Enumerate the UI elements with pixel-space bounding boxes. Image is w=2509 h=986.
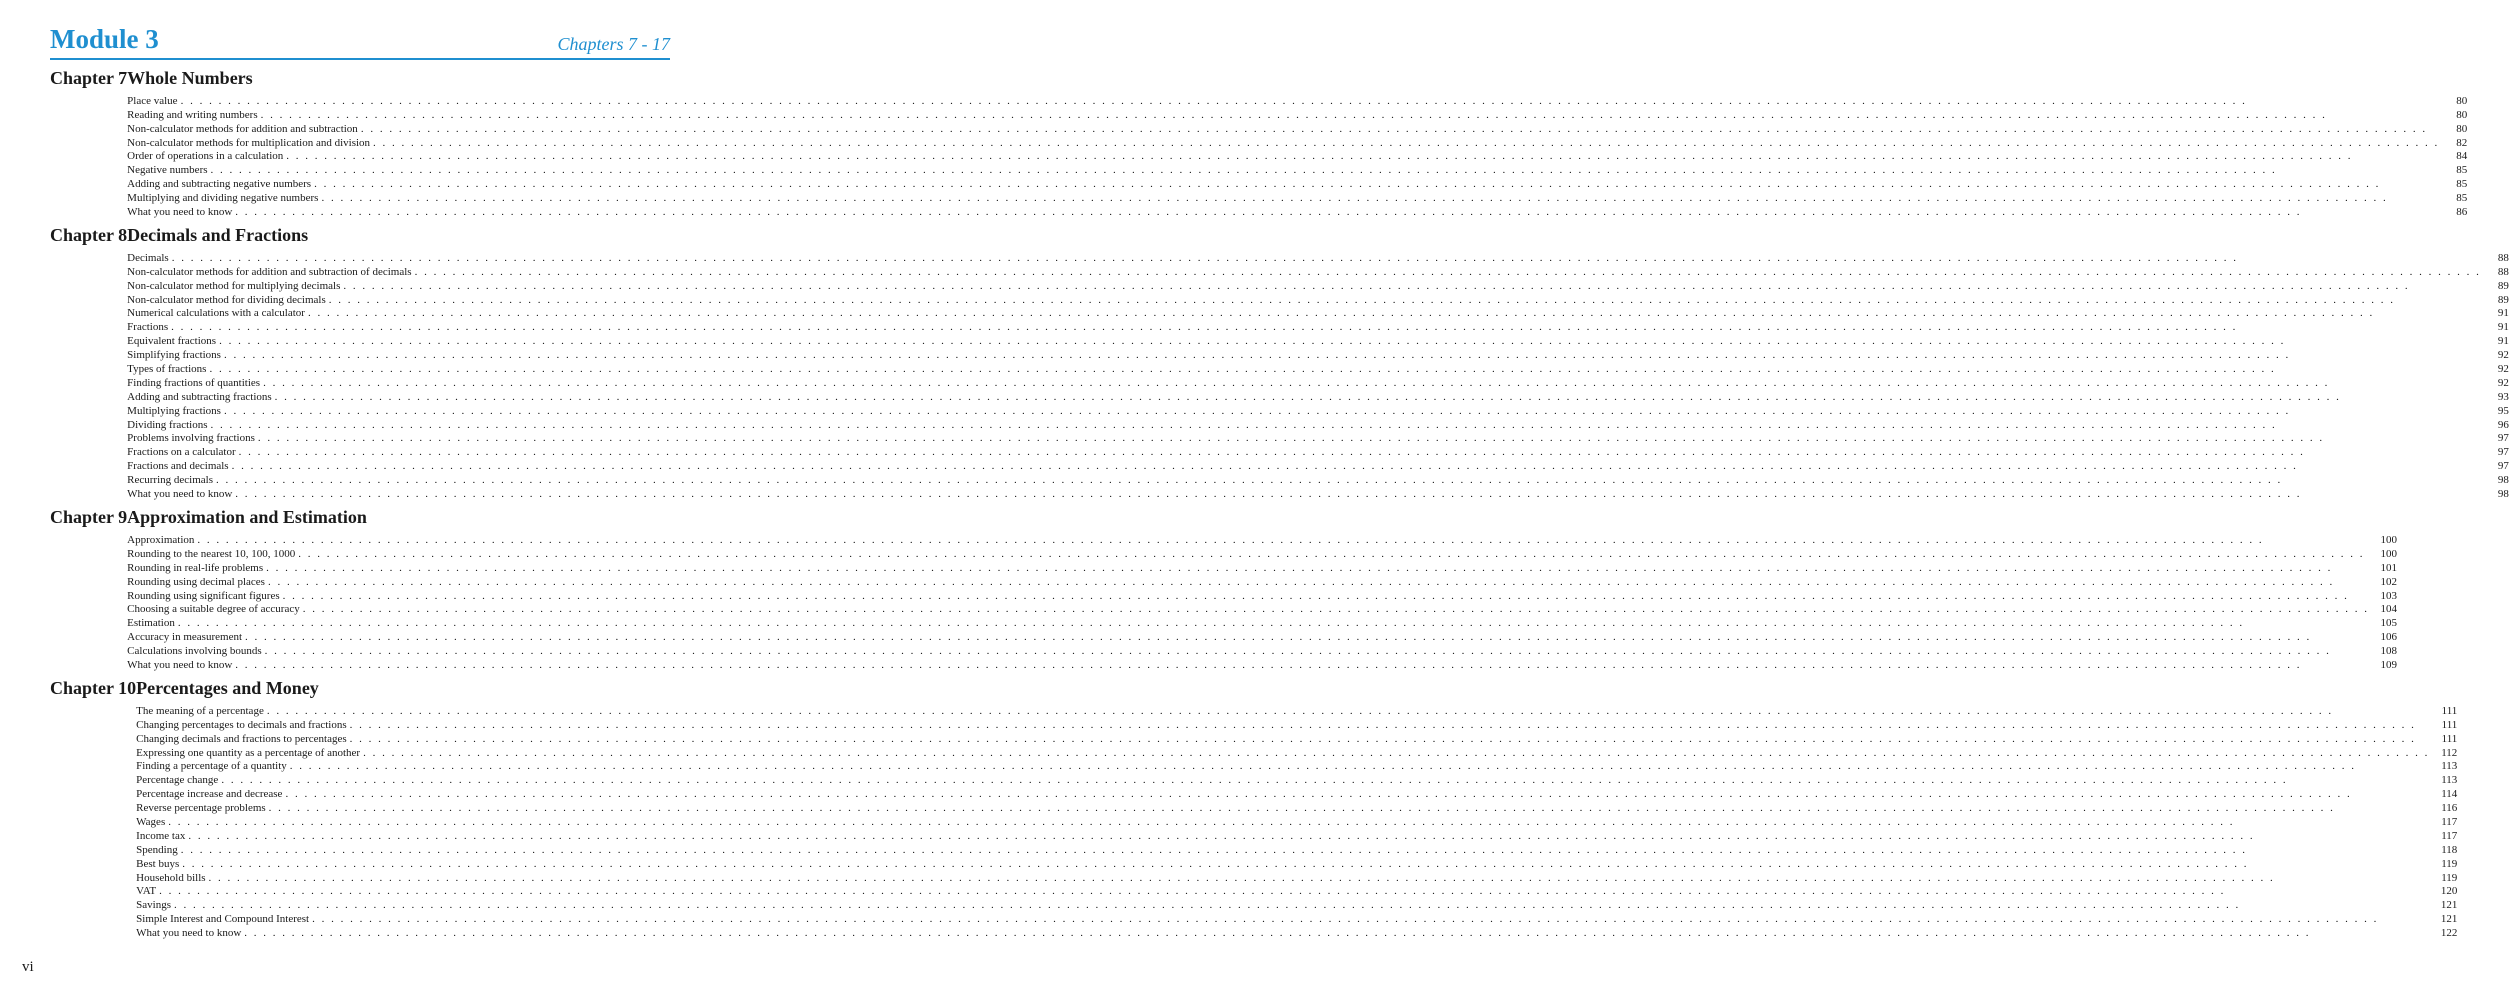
toc-entry-title: Fractions and decimals xyxy=(127,460,229,473)
toc-entry-title: Choosing a suitable degree of accuracy xyxy=(127,603,300,616)
dot-leader xyxy=(265,645,2369,657)
toc-entry xyxy=(127,347,2509,361)
toc-entry-title: Negative numbers xyxy=(127,164,208,177)
toc-entry-page: 89 xyxy=(2497,279,2509,292)
toc-entry-title: Numerical calculations with a calculator xyxy=(127,307,305,320)
dot-leader xyxy=(159,885,2429,897)
toc-entry xyxy=(136,870,2457,884)
toc-entry-title: Simple Interest and Compound Interest xyxy=(136,913,310,926)
toc-entry-page: 97 xyxy=(2497,446,2509,459)
toc-entry xyxy=(127,264,2509,278)
toc-entry-title: Dividing fractions xyxy=(127,418,208,431)
toc-entry-title: Problems involving fractions xyxy=(127,432,255,445)
dot-leader xyxy=(350,733,2430,745)
dot-leader xyxy=(245,631,2369,643)
toc-entry-page: 119 xyxy=(2441,871,2458,884)
toc-entry-title: Finding a percentage of a quantity xyxy=(136,760,287,773)
toc-entry-page: 106 xyxy=(2380,631,2397,644)
dot-leader xyxy=(232,460,2481,472)
toc-entry-page: 97 xyxy=(2497,460,2509,473)
toc-entry-title: What you need to know xyxy=(136,927,242,940)
toc-entry xyxy=(127,629,2397,643)
toc-entry xyxy=(127,643,2397,657)
dot-leader xyxy=(321,192,2439,204)
toc-entry-page: 80 xyxy=(2456,94,2468,107)
toc-entry-page: 96 xyxy=(2497,418,2509,431)
toc-entry-page: 92 xyxy=(2497,376,2509,389)
toc-entry xyxy=(127,333,2509,347)
toc-entry-page: 92 xyxy=(2497,363,2509,376)
toc-entry xyxy=(127,574,2397,588)
chapter-section xyxy=(50,221,2509,501)
toc-entry xyxy=(127,306,2509,320)
toc-entry xyxy=(136,731,2457,745)
toc-entry-page: 114 xyxy=(2441,788,2458,801)
chapter-section xyxy=(50,64,2468,219)
toc-entry-title: Spending xyxy=(136,843,178,856)
toc-entry-title: Savings xyxy=(136,899,172,912)
toc-entry-title: Non-calculator methods for addition and subtraction xyxy=(127,122,358,135)
chapter-body xyxy=(127,64,2467,218)
toc-entry xyxy=(127,121,2467,135)
toc-entry-page: 97 xyxy=(2497,432,2509,445)
dot-leader xyxy=(283,590,2369,602)
toc-entry-page: 108 xyxy=(2380,645,2397,658)
toc-entry-title: Household bills xyxy=(136,871,206,884)
footer-page-number: vi xyxy=(22,959,34,975)
toc-entry xyxy=(136,814,2457,828)
toc-entry-title: Rounding using significant figures xyxy=(127,589,280,602)
toc-entry-title: Fractions on a calculator xyxy=(127,446,236,459)
toc-entry-title: Finding fractions of quantities xyxy=(127,376,261,389)
toc-entry-page: 91 xyxy=(2497,321,2509,334)
dot-leader xyxy=(268,576,2369,588)
chapter-title: Whole Numbers xyxy=(127,68,253,88)
dot-leader xyxy=(314,178,2439,190)
toc-entry xyxy=(136,925,2457,939)
toc-entry xyxy=(136,745,2457,759)
toc-entry-title: Rounding using decimal places xyxy=(127,575,265,588)
toc-entry xyxy=(127,588,2397,602)
toc-entry-title: Equivalent fractions xyxy=(127,335,217,348)
toc-entry xyxy=(136,703,2457,717)
toc-entry-page: 84 xyxy=(2456,150,2468,163)
toc-entry-page: 105 xyxy=(2380,617,2397,630)
toc-entry-title: Estimation xyxy=(127,617,175,630)
toc-entry-title: Multiplying and dividing negative numbers xyxy=(127,192,319,205)
toc-entry-page: 113 xyxy=(2441,774,2458,787)
dot-leader xyxy=(415,266,2481,278)
toc-entry xyxy=(127,444,2509,458)
toc-entry-title: Reading and writing numbers xyxy=(127,108,258,121)
dot-leader xyxy=(219,335,2481,347)
toc-entry-title: Accuracy in measurement xyxy=(127,631,243,644)
toc-entry xyxy=(136,856,2457,870)
chapter-label: Chapter 9 xyxy=(50,507,128,528)
chapter-title: Approximation and Estimation xyxy=(127,507,367,528)
toc-entry xyxy=(136,828,2457,842)
chapter-section xyxy=(50,674,2458,940)
toc-entry-page: 85 xyxy=(2456,192,2468,205)
dot-leader xyxy=(221,774,2429,786)
toc-entry-page: 101 xyxy=(2380,561,2397,574)
header-rule xyxy=(50,58,670,60)
toc-entry xyxy=(127,361,2509,375)
toc-entry-page: 111 xyxy=(2441,718,2458,731)
toc-entry-title: Expressing one quantity as a percentage of another xyxy=(136,746,361,759)
toc-entry xyxy=(136,897,2457,911)
toc-entry xyxy=(127,319,2509,333)
toc-entry xyxy=(127,204,2467,218)
toc-entry-title: Percentage increase and decrease xyxy=(136,788,283,801)
toc-entry xyxy=(127,458,2509,472)
toc-entry-title: What you need to know xyxy=(127,206,233,219)
dot-leader xyxy=(216,474,2481,486)
dot-leader xyxy=(211,164,2440,176)
dot-leader xyxy=(235,206,2439,218)
toc-entry xyxy=(127,546,2397,560)
dot-leader xyxy=(267,705,2429,717)
toc-entry-page: 82 xyxy=(2456,136,2468,149)
toc-entry-title: Adding and subtracting negative numbers xyxy=(127,178,312,191)
toc-entry-title: The meaning of a percentage xyxy=(136,704,264,717)
dot-leader xyxy=(211,419,2481,431)
toc-entry xyxy=(127,431,2509,445)
toc-entry-page: 86 xyxy=(2456,206,2468,219)
toc-entry xyxy=(127,176,2467,190)
toc-entry xyxy=(127,417,2509,431)
dot-leader xyxy=(373,137,2439,149)
toc-entry-title: Rounding in real-life problems xyxy=(127,561,264,574)
toc-entry-title: Wages xyxy=(136,815,166,828)
chapter-label: Chapter 10 xyxy=(50,677,137,698)
toc-entry-page: 118 xyxy=(2441,843,2458,856)
toc-entry-page: 103 xyxy=(2380,589,2397,602)
toc-entry-title: What you need to know xyxy=(127,658,233,671)
dot-leader xyxy=(172,252,2481,264)
toc-entry xyxy=(127,278,2509,292)
toc-entry-page: 91 xyxy=(2497,335,2509,348)
toc-entry xyxy=(127,375,2509,389)
toc-entry-page: 92 xyxy=(2497,349,2509,362)
toc-entry-page: 121 xyxy=(2440,913,2458,926)
toc-entry xyxy=(136,772,2457,786)
toc-entry-page: 112 xyxy=(2441,746,2458,759)
toc-entry-page: 95 xyxy=(2497,404,2509,417)
toc-entry-title: Calculations involving bounds xyxy=(127,645,262,658)
toc-entry-page: 121 xyxy=(2440,899,2458,912)
dot-leader xyxy=(178,617,2369,629)
dot-leader xyxy=(303,603,2369,615)
dot-leader xyxy=(181,95,2440,107)
toc-entry-page: 88 xyxy=(2497,251,2509,264)
toc-entry-page: 109 xyxy=(2380,658,2397,671)
toc-entry-page: 80 xyxy=(2456,122,2468,135)
dot-leader xyxy=(224,405,2481,417)
dot-leader xyxy=(263,377,2481,389)
toc-entry xyxy=(127,657,2397,671)
toc-entry-page: 111 xyxy=(2441,732,2458,745)
toc-entry-page: 80 xyxy=(2456,108,2468,121)
toc-entry xyxy=(127,602,2397,616)
chapter-section xyxy=(50,503,2397,671)
toc-entry-page: 89 xyxy=(2497,293,2509,306)
toc-entry-title: Non-calculator method for dividing decimals xyxy=(127,293,326,306)
toc-entry-page: 120 xyxy=(2440,885,2458,898)
toc-entry-title: Recurring decimals xyxy=(127,474,214,487)
dot-leader xyxy=(286,150,2439,162)
chapter-title: Decimals and Fractions xyxy=(127,225,309,246)
toc-entry-page: 113 xyxy=(2441,760,2458,773)
chapter-title: Percentages and Money xyxy=(136,677,319,698)
dot-leader xyxy=(275,391,2481,403)
toc-entry-page: 119 xyxy=(2441,857,2458,870)
dot-leader xyxy=(258,432,2481,444)
dot-leader xyxy=(197,534,2369,546)
dot-leader xyxy=(182,858,2429,870)
chapter-range: Chapters 7 - 17 xyxy=(557,34,670,54)
toc-entry xyxy=(127,190,2467,204)
toc-entry xyxy=(127,292,2509,306)
dot-leader xyxy=(235,659,2369,671)
dot-leader xyxy=(329,294,2481,306)
toc-entry-title: Changing percentages to decimals and fractions xyxy=(136,718,347,731)
dot-leader xyxy=(168,816,2429,828)
dot-leader xyxy=(261,109,2440,121)
toc-entry xyxy=(136,717,2457,731)
toc-entry-title: Changing decimals and fractions to percentages xyxy=(136,732,347,745)
toc-entry xyxy=(136,786,2457,800)
toc-entry xyxy=(127,560,2397,574)
dot-leader xyxy=(361,123,2439,135)
toc-entry-title: Non-calculator method for multiplying decimals xyxy=(127,279,341,292)
module-title: Module 3 xyxy=(50,24,159,54)
toc-entry-title: Types of fractions xyxy=(127,363,207,376)
dot-leader xyxy=(209,363,2480,375)
chapter-body xyxy=(127,221,2509,500)
toc-entry xyxy=(127,149,2467,163)
toc-entry-page: 102 xyxy=(2380,575,2397,588)
toc-entry-page: 98 xyxy=(2497,474,2509,487)
toc-entry-title: Rounding to the nearest 10, 100, 1000 xyxy=(127,547,296,560)
toc-entry xyxy=(127,135,2467,149)
toc-entry-page: 116 xyxy=(2441,802,2458,815)
toc-entry-title: Percentage change xyxy=(136,774,219,787)
toc-entry-title: What you need to know xyxy=(127,488,233,501)
dot-leader xyxy=(174,899,2429,911)
toc-entry-page: 104 xyxy=(2380,603,2397,616)
toc-entry xyxy=(127,615,2397,629)
toc-entry-title: Best buys xyxy=(136,857,180,870)
toc-entry xyxy=(127,472,2509,486)
dot-leader xyxy=(343,280,2480,292)
toc-entry-page: 100 xyxy=(2380,547,2397,560)
toc-entry-title: Income tax xyxy=(136,829,186,842)
dot-leader xyxy=(290,760,2430,772)
toc-entry-title: Simplifying fractions xyxy=(127,349,221,362)
toc-entry-title: Approximation xyxy=(127,533,195,546)
dot-leader xyxy=(269,802,2430,814)
toc-entry-page: 98 xyxy=(2497,488,2509,501)
toc-entry-title: Multiplying fractions xyxy=(127,404,221,417)
chapter-label: Chapter 8 xyxy=(50,225,128,246)
toc-entry xyxy=(127,93,2467,107)
toc-entry xyxy=(127,532,2397,546)
dot-leader xyxy=(312,913,2429,925)
toc-entry-page: 91 xyxy=(2497,307,2509,320)
toc-entry-page: 111 xyxy=(2441,704,2458,717)
dot-leader xyxy=(235,488,2481,500)
toc-entry xyxy=(136,884,2457,898)
dot-leader xyxy=(308,307,2481,319)
chapter-body xyxy=(136,674,2457,939)
toc-entry xyxy=(127,403,2509,417)
toc-entry-title: Order of operations in a calculation xyxy=(127,150,284,163)
toc-entry-page: 117 xyxy=(2441,815,2458,828)
dot-leader xyxy=(363,747,2429,759)
toc-entry xyxy=(127,162,2467,176)
dot-leader xyxy=(181,844,2430,856)
toc-entry-page: 93 xyxy=(2497,390,2509,403)
toc-entry xyxy=(136,800,2457,814)
toc-entry xyxy=(127,250,2509,264)
toc-entry-title: Place value xyxy=(127,94,178,107)
toc-entry xyxy=(136,759,2457,773)
dot-leader xyxy=(224,349,2481,361)
toc-entry xyxy=(127,486,2509,500)
dot-leader xyxy=(350,719,2430,731)
toc-entry xyxy=(136,842,2457,856)
toc-entry-page: 88 xyxy=(2497,265,2509,278)
toc-entry-title: Non-calculator methods for multiplication and division xyxy=(127,136,371,149)
toc-entry-title: Decimals xyxy=(127,251,169,264)
toc-entry xyxy=(127,389,2509,403)
toc-entry-title: VAT xyxy=(136,885,157,898)
toc-entry-page: 85 xyxy=(2456,164,2468,177)
dot-leader xyxy=(188,830,2429,842)
dot-leader xyxy=(298,548,2369,560)
dot-leader xyxy=(239,446,2481,458)
dot-leader xyxy=(171,321,2481,333)
toc-entry-title: Adding and subtracting fractions xyxy=(127,390,272,403)
toc-entry-page: 85 xyxy=(2456,178,2468,191)
chapter-body xyxy=(127,503,2397,671)
toc-entry-title: Reverse percentage problems xyxy=(136,802,266,815)
toc-entry-page: 100 xyxy=(2380,533,2397,546)
toc-entry-title: Non-calculator methods for addition and subtraction of decimals xyxy=(127,265,412,278)
toc-entry-page: 122 xyxy=(2440,927,2458,940)
page-header xyxy=(50,22,670,62)
toc-entry xyxy=(136,911,2457,925)
chapter-label: Chapter 7 xyxy=(50,68,128,88)
toc-entry xyxy=(127,107,2467,121)
dot-leader xyxy=(285,788,2429,800)
dot-leader xyxy=(244,927,2429,939)
table-of-contents xyxy=(50,64,2509,940)
toc-entry-title: Fractions xyxy=(127,321,169,334)
toc-entry-page: 117 xyxy=(2441,829,2458,842)
dot-leader xyxy=(209,872,2430,884)
dot-leader xyxy=(266,562,2369,574)
